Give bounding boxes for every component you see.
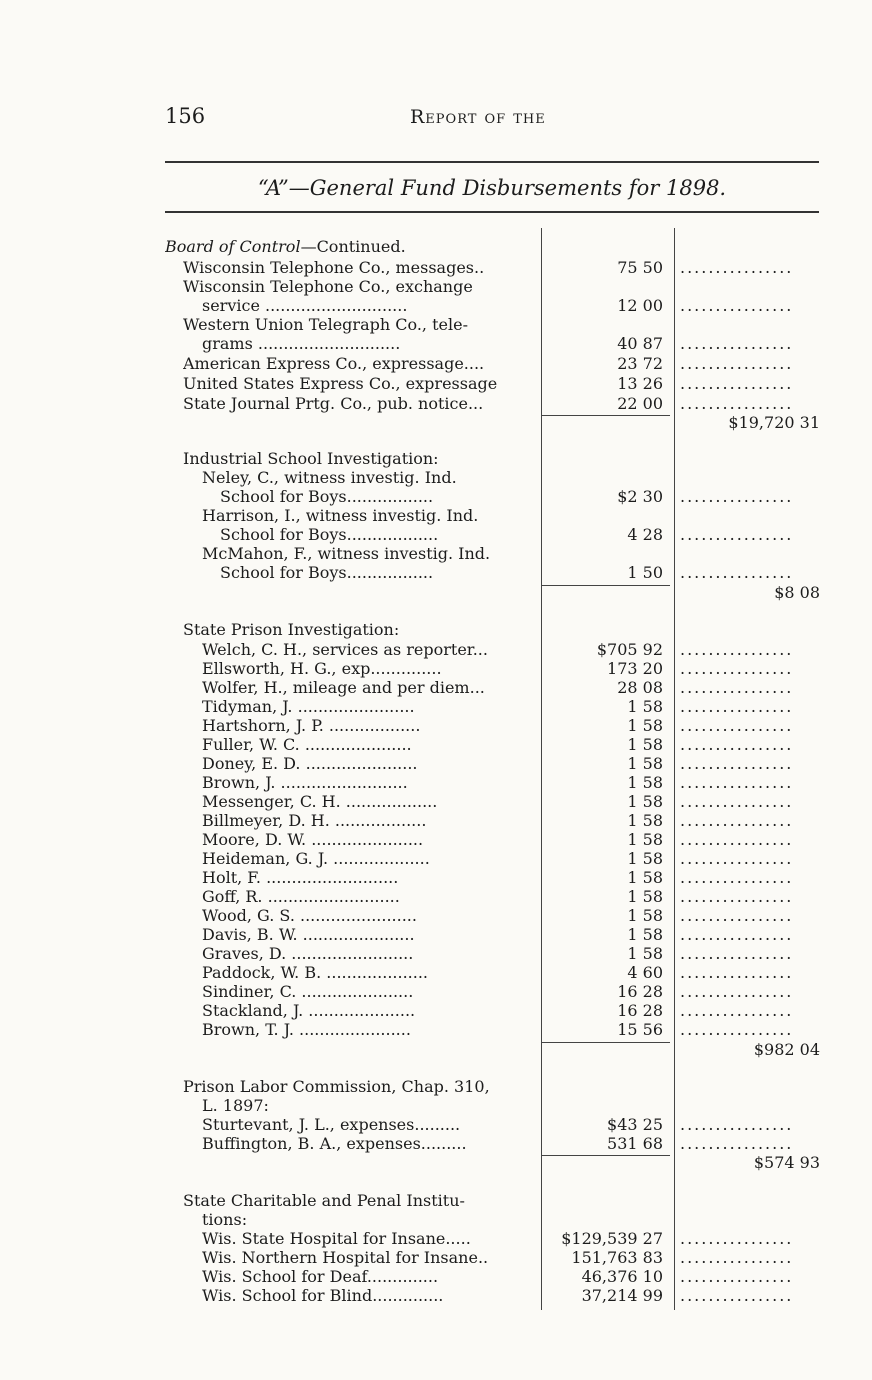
entry-description: State Charitable and Penal Institu- — [183, 1191, 465, 1210]
total-column-leader: ................ — [680, 849, 794, 868]
entry-description: Sturtevant, J. L., expenses......... — [202, 1115, 461, 1134]
entry-description: Stackland, J. ..................... — [202, 1001, 416, 1020]
total-column-leader: ................ — [680, 887, 794, 906]
entry-description: Harrison, I., witness investig. Ind. — [202, 506, 479, 525]
table-row — [0, 1115, 872, 1134]
total-column-leader: ................ — [680, 678, 794, 697]
table-row — [0, 1134, 872, 1153]
entry-description: Wisconsin Telephone Co., messages.. — [183, 258, 485, 277]
section-heading-italic: Board of Control — [165, 237, 301, 256]
entry-amount: 1 58 — [627, 906, 663, 925]
subtotal-rule — [542, 585, 670, 586]
table-row — [0, 374, 872, 393]
entry-amount: $129,539 27 — [561, 1229, 663, 1248]
entry-amount: 1 58 — [627, 868, 663, 887]
total-column-leader: ................ — [680, 563, 794, 582]
section-heading — [165, 237, 406, 256]
table-row — [0, 296, 872, 315]
entry-description: Brown, T. J. ...................... — [202, 1020, 411, 1039]
table-row — [0, 563, 872, 582]
table-row — [0, 544, 872, 563]
entry-amount: 1 58 — [627, 944, 663, 963]
entry-amount: 13 26 — [617, 374, 663, 393]
table-row — [0, 830, 872, 849]
entry-description: School for Boys................. — [220, 563, 434, 582]
total-column-leader: ................ — [680, 792, 794, 811]
total-column-leader: ................ — [680, 1286, 794, 1305]
total-column-leader: ................ — [680, 640, 794, 659]
entry-description: Hartshorn, J. P. .................. — [202, 716, 421, 735]
entry-description: School for Boys................. — [220, 487, 434, 506]
entry-description: School for Boys.................. — [220, 525, 439, 544]
entry-description: Neley, C., witness investig. Ind. — [202, 468, 457, 487]
total-column-leader: ................ — [680, 830, 794, 849]
entry-description: tions: — [202, 1210, 248, 1229]
entry-description: Graves, D. ........................ — [202, 944, 414, 963]
total-column-leader: ................ — [680, 374, 794, 393]
table-row — [0, 906, 872, 925]
entry-amount: 1 58 — [627, 754, 663, 773]
entry-amount: 1 58 — [627, 849, 663, 868]
table-row — [0, 678, 872, 697]
entry-description: Brown, J. ......................... — [202, 773, 408, 792]
total-column-leader: ................ — [680, 1229, 794, 1248]
total-column-leader: ................ — [680, 697, 794, 716]
entry-description: American Express Co., expressage.... — [183, 354, 485, 373]
table-row — [0, 963, 872, 982]
entry-description: Wis. School for Deaf.............. — [202, 1267, 439, 1286]
table-row — [0, 1267, 872, 1286]
entry-description: Sindiner, C. ...................... — [202, 982, 414, 1001]
table-row — [0, 811, 872, 830]
table-row — [0, 1096, 872, 1115]
total-column-leader: ................ — [680, 1134, 794, 1153]
entry-description: Moore, D. W. ...................... — [202, 830, 424, 849]
entry-amount: 75 50 — [617, 258, 663, 277]
running-head: Report of the — [410, 106, 546, 128]
entry-description: Wis. School for Blind.............. — [202, 1286, 444, 1305]
entry-amount: 16 28 — [617, 1001, 663, 1020]
table-row — [0, 944, 872, 963]
entry-description: Wis. State Hospital for Insane..... — [202, 1229, 471, 1248]
table-row — [0, 525, 872, 544]
entry-amount: $2 30 — [617, 487, 663, 506]
table-row — [0, 1229, 872, 1248]
total-column-leader: ................ — [680, 773, 794, 792]
entry-amount: $705 92 — [596, 640, 663, 659]
total-column-leader: ................ — [680, 1267, 794, 1286]
total-column-leader: ................ — [680, 334, 794, 353]
entry-description: State Prison Investigation: — [183, 620, 400, 639]
total-column-leader: ................ — [680, 1115, 794, 1134]
table-row — [0, 487, 872, 506]
table-row — [0, 697, 872, 716]
section-total: $574 93 — [753, 1153, 820, 1172]
entry-amount: 46,376 10 — [581, 1267, 663, 1286]
table-row — [0, 735, 872, 754]
total-column-leader: ................ — [680, 1001, 794, 1020]
table-row — [0, 468, 872, 487]
total-column-leader: ................ — [680, 735, 794, 754]
entry-description: Messenger, C. H. .................. — [202, 792, 438, 811]
table-row — [0, 277, 872, 296]
total-column-leader: ................ — [680, 868, 794, 887]
section-total: $8 08 — [774, 583, 820, 602]
entry-description: Tidyman, J. ....................... — [202, 697, 415, 716]
entry-amount: 28 08 — [617, 678, 663, 697]
table-title: “A”—General Fund Disbursements for 1898. — [257, 176, 727, 200]
total-column-leader: ................ — [680, 1248, 794, 1267]
entry-amount: 1 58 — [627, 925, 663, 944]
entry-description: Ellsworth, H. G., exp.............. — [202, 659, 442, 678]
table-row — [0, 1077, 872, 1096]
table-row — [0, 640, 872, 659]
table-row — [0, 925, 872, 944]
entry-amount: 40 87 — [617, 334, 663, 353]
table-row — [0, 887, 872, 906]
top-rule — [165, 161, 819, 163]
table-row — [0, 982, 872, 1001]
entry-description: Wisconsin Telephone Co., exchange — [183, 277, 473, 296]
total-column-leader: ................ — [680, 525, 794, 544]
total-column-leader: ................ — [680, 1020, 794, 1039]
entry-amount: 37,214 99 — [581, 1286, 663, 1305]
entry-amount: 1 58 — [627, 735, 663, 754]
subtotal-rule — [542, 1042, 670, 1043]
subtotal-row — [0, 413, 872, 432]
table-row — [0, 1286, 872, 1305]
entry-amount: 4 60 — [627, 963, 663, 982]
table-row — [0, 849, 872, 868]
entry-amount: 1 58 — [627, 716, 663, 735]
total-column-leader: ................ — [680, 925, 794, 944]
entry-amount: 531 68 — [607, 1134, 663, 1153]
entry-description: State Journal Prtg. Co., pub. notice... — [183, 394, 484, 413]
entry-description: service ............................ — [202, 296, 408, 315]
entry-description: Doney, E. D. ...................... — [202, 754, 418, 773]
entry-amount: 22 00 — [617, 394, 663, 413]
table-row — [0, 868, 872, 887]
total-column-leader: ................ — [680, 296, 794, 315]
subtotal-row — [0, 583, 872, 602]
total-column-leader: ................ — [680, 811, 794, 830]
entry-amount: 15 56 — [617, 1020, 663, 1039]
table-row — [0, 1210, 872, 1229]
entry-description: McMahon, F., witness investig. Ind. — [202, 544, 491, 563]
section-total: $982 04 — [753, 1040, 820, 1059]
total-column-leader: ................ — [680, 659, 794, 678]
entry-description: Buffington, B. A., expenses......... — [202, 1134, 467, 1153]
entry-description: Wood, G. S. ....................... — [202, 906, 417, 925]
total-column-leader: ................ — [680, 716, 794, 735]
entry-amount: 4 28 — [627, 525, 663, 544]
total-column-leader: ................ — [680, 982, 794, 1001]
entry-description: Welch, C. H., services as reporter... — [202, 640, 488, 659]
entry-amount: 12 00 — [617, 296, 663, 315]
entry-description: Heideman, G. J. ................... — [202, 849, 430, 868]
entry-amount: 151,763 83 — [571, 1248, 663, 1267]
table-row — [0, 659, 872, 678]
table-row — [0, 716, 872, 735]
entry-description: Paddock, W. B. .................... — [202, 963, 428, 982]
table-row — [0, 449, 872, 468]
entry-description: Prison Labor Commission, Chap. 310, — [183, 1077, 490, 1096]
entry-amount: $43 25 — [607, 1115, 663, 1134]
entry-description: Billmeyer, D. H. .................. — [202, 811, 427, 830]
subtotal-rule — [542, 415, 670, 416]
page-number: 156 — [165, 104, 206, 128]
entry-description: L. 1897: — [202, 1096, 269, 1115]
table-row — [0, 506, 872, 525]
entry-description: Wis. Northern Hospital for Insane.. — [202, 1248, 489, 1267]
subtotal-rule — [542, 1155, 670, 1156]
table-row — [0, 237, 872, 256]
total-column-leader: ................ — [680, 487, 794, 506]
table-row — [0, 1001, 872, 1020]
entry-amount: 1 58 — [627, 811, 663, 830]
entry-amount: 23 72 — [617, 354, 663, 373]
table-row — [0, 334, 872, 353]
table-row — [0, 258, 872, 277]
total-column-leader: ................ — [680, 944, 794, 963]
entry-amount: 173 20 — [607, 659, 663, 678]
table-row — [0, 354, 872, 373]
section-heading-rest: —Continued. — [300, 237, 406, 256]
entry-description: Fuller, W. C. ..................... — [202, 735, 412, 754]
entry-description: United States Express Co., expressage — [183, 374, 498, 393]
subtotal-row — [0, 1153, 872, 1172]
total-column-leader: ................ — [680, 963, 794, 982]
entry-amount: 1 50 — [627, 563, 663, 582]
table-row — [0, 773, 872, 792]
entry-description: Wolfer, H., mileage and per diem... — [202, 678, 485, 697]
entry-amount: 1 58 — [627, 792, 663, 811]
total-column-leader: ................ — [680, 906, 794, 925]
entry-amount: 1 58 — [627, 887, 663, 906]
entry-amount: 1 58 — [627, 773, 663, 792]
entry-amount: 16 28 — [617, 982, 663, 1001]
total-column-leader: ................ — [680, 354, 794, 373]
table-row — [0, 1248, 872, 1267]
table-row — [0, 315, 872, 334]
total-column-leader: ................ — [680, 754, 794, 773]
entry-description: Western Union Telegraph Co., tele- — [183, 315, 468, 334]
total-column-leader: ................ — [680, 258, 794, 277]
subtotal-row — [0, 1040, 872, 1059]
bottom-rule — [165, 211, 819, 213]
section-total: $19,720 31 — [728, 413, 820, 432]
table-row — [0, 754, 872, 773]
entry-amount: 1 58 — [627, 830, 663, 849]
entry-amount: 1 58 — [627, 697, 663, 716]
entry-description: Industrial School Investigation: — [183, 449, 439, 468]
total-column-leader: ................ — [680, 394, 794, 413]
entry-description: Davis, B. W. ...................... — [202, 925, 415, 944]
table-row — [0, 394, 872, 413]
entry-description: Holt, F. .......................... — [202, 868, 399, 887]
table-row — [0, 1191, 872, 1210]
table-row — [0, 792, 872, 811]
entry-description: Goff, R. .......................... — [202, 887, 400, 906]
entry-description: grams ............................ — [202, 334, 401, 353]
table-row — [0, 620, 872, 639]
table-row — [0, 1020, 872, 1039]
